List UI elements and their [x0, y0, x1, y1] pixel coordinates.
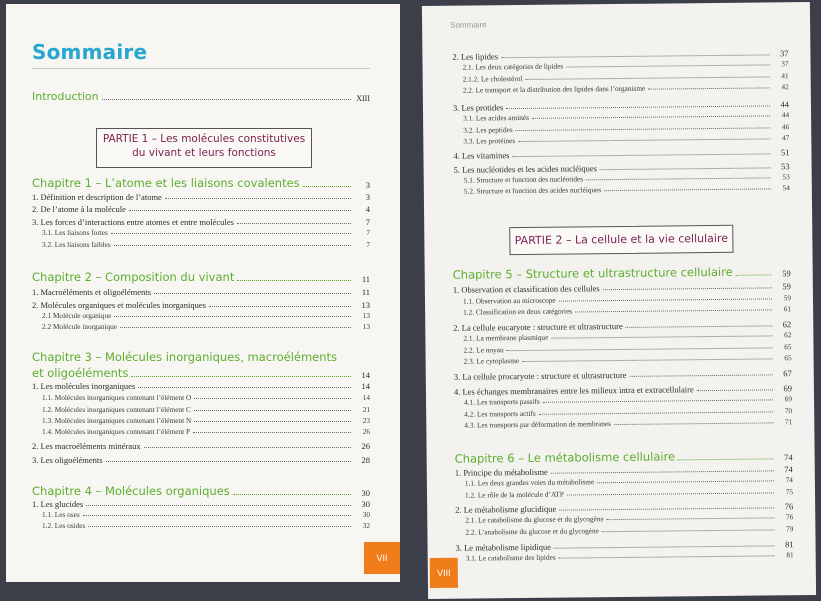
toc-subentry[interactable]: 1.1. Molécules inorganiques contenant l’élément O 14 — [42, 393, 370, 402]
page-number-tab: VIII — [430, 558, 458, 588]
toc-entry[interactable]: 4. Les échanges membranaires entre les milieux intra et extracellulaire 69 — [453, 383, 792, 397]
toc-subentry[interactable]: 2.1. Les deux catégories de lipides 37 — [462, 59, 789, 72]
page-title: Sommaire — [32, 40, 148, 64]
toc-chapter-4[interactable]: Chapitre 4 – Molécules organiques 30 — [32, 484, 370, 498]
toc-chapter-6[interactable]: Chapitre 6 – Le métabolisme cellulaire 74 — [454, 449, 793, 466]
running-head: Sommaire — [450, 20, 487, 30]
toc-subentry[interactable]: 3.2. Les liaisons faibles 7 — [42, 240, 370, 249]
toc-introduction[interactable]: Introduction XIII — [32, 90, 370, 103]
left-page — [6, 4, 400, 582]
toc-chapter-5[interactable]: Chapitre 5 – Structure et ultrastructure cellulaire 59 — [452, 264, 791, 282]
toc-subentry[interactable]: 2.2. Le noyau 65 — [463, 342, 792, 355]
toc-subentry[interactable]: 1.1. Les oses 30 — [42, 510, 370, 519]
toc-subentry[interactable]: 1.3. Molécules inorganiques contenant l’élément N 23 — [42, 416, 370, 425]
toc-subentry[interactable]: 2.1. La membrane plasmique 62 — [463, 330, 792, 343]
toc-chapter-3[interactable]: et oligoéléments 14 — [32, 366, 370, 380]
toc-entry[interactable]: 3. Le métabolisme lipidique 81 — [455, 539, 794, 553]
toc-entry[interactable]: 1. Définition et description de l’atome 3 — [32, 192, 370, 202]
right-page — [422, 2, 816, 599]
toc-subentry[interactable]: 2.2 Molécule inorganique 13 — [42, 322, 370, 331]
toc-subentry[interactable]: 4.2. Les transports actifs 70 — [464, 406, 793, 419]
toc-subentry[interactable]: 1.4. Molécules inorganiques contenant l’élément P 26 — [42, 427, 370, 436]
toc-subentry[interactable]: 1.2. Molécules inorganiques contenant l’élément C 21 — [42, 405, 370, 414]
partie-1-title-line2: du vivant et leurs fonctions — [132, 146, 276, 159]
toc-entry[interactable]: 2. De l’atome à la molécule 4 — [32, 204, 370, 214]
toc-subentry[interactable]: 4.1. Les transports passifs 69 — [464, 394, 793, 407]
toc-subentry[interactable]: 3.3. Les protéines 47 — [463, 133, 790, 146]
page-number-tab: VII — [364, 542, 400, 574]
toc-subentry[interactable]: 3.1. Les acides aminés 44 — [463, 110, 790, 123]
toc-subentry[interactable]: 1.2. Les osides 32 — [42, 521, 370, 530]
toc-subentry[interactable]: 3.2. Les peptides 46 — [463, 122, 790, 135]
toc-entry[interactable]: 1. Principe du métabolisme 74 — [454, 464, 793, 478]
toc-entry[interactable]: 3. Les protides 44 — [452, 99, 790, 113]
toc-subentry[interactable]: 1.1. Observation au microscope 59 — [462, 293, 792, 306]
toc-subentry[interactable]: 5.1. Structure et fonction des nucléotides 53 — [463, 172, 790, 185]
toc-subentry[interactable]: 2.1. Le catabolisme du glucose et du glycogène 76 — [465, 512, 794, 525]
toc-subentry[interactable]: 1.2. Classification en deux catégories 61 — [463, 304, 792, 317]
title-divider — [32, 68, 370, 69]
toc-subentry[interactable]: 1.1. Les deux grandes voies du métabolisme 74 — [464, 475, 793, 488]
toc-chapter-3-line1[interactable]: Chapitre 3 – Molécules inorganiques, macroéléments — [32, 350, 338, 364]
toc-entry[interactable]: 2. Molécules organiques et molécules inorganiques 13 — [32, 300, 370, 310]
toc-subentry[interactable]: 3.1. Le catabolisme des lipides 81 — [465, 550, 794, 563]
partie-2-title: PARTIE 2 – La cellule et la vie cellulaire — [514, 231, 729, 248]
toc-subentry[interactable]: 4.3. Les transports par déformation de membranes 71 — [464, 417, 793, 430]
toc-subentry[interactable]: 2.2. L’anabolisme du glucose et du glycogène 79 — [465, 524, 794, 537]
partie-1-box — [96, 128, 312, 168]
toc-subentry[interactable]: 5.2. Structure et fonction des acides nucléiques 54 — [463, 183, 790, 196]
toc-entry[interactable]: 2. Les lipides 37 — [452, 48, 789, 62]
toc-subentry[interactable]: 2.2. Le transport et la distribution des lipides dans l’organisme 42 — [462, 82, 789, 95]
toc-subentry[interactable]: 2.1 Molécule organique 13 — [42, 311, 370, 320]
toc-entry[interactable]: 3. La cellule procaryote : structure et ultrastructure 67 — [453, 368, 792, 382]
toc-subentry[interactable]: 3.1. Les liaisons fortes 7 — [42, 228, 370, 237]
partie-2-box — [509, 225, 733, 255]
toc-subentry[interactable]: 2.1.2. Le cholestérol 41 — [462, 71, 789, 84]
toc-entry[interactable]: 2. Le métabolisme glucidique 76 — [455, 501, 794, 515]
toc-entry[interactable]: 1. Les glucides 30 — [32, 499, 370, 509]
toc-entry[interactable]: 5. Les nucléotides et les acides nucléiques 53 — [453, 161, 790, 175]
toc-subentry[interactable]: 2.3. Le cytoplasme 65 — [463, 353, 792, 366]
toc-entry[interactable]: 3. Les oligoéléments 28 — [32, 455, 370, 465]
toc-entry[interactable]: 1. Les molécules inorganiques 14 — [32, 381, 370, 391]
toc-chapter-1[interactable]: Chapitre 1 – L’atome et les liaisons covalentes 3 — [32, 176, 370, 190]
toc-entry[interactable]: 2. Les macroéléments minéraux 26 — [32, 441, 370, 451]
toc-chapter-2[interactable]: Chapitre 2 – Composition du vivant 11 — [32, 270, 370, 284]
toc-entry[interactable]: 4. Les vitamines 51 — [453, 147, 790, 161]
toc-subentry[interactable]: 1.2. Le rôle de la molécule d’ATP 75 — [464, 487, 794, 500]
toc-entry[interactable]: 1. Observation et classification des cellules 59 — [452, 281, 791, 295]
toc-entry[interactable]: 2. La cellule eucaryote : structure et ultrastructure 62 — [453, 319, 792, 333]
toc-entry[interactable]: 3. Les forces d’interactions entre atomes et entre molécules 7 — [32, 217, 370, 227]
partie-1-title-line1: PARTIE 1 – Les molécules constitutives — [102, 133, 306, 145]
toc-entry[interactable]: 1. Macroéléments et oligoéléments 11 — [32, 287, 370, 297]
